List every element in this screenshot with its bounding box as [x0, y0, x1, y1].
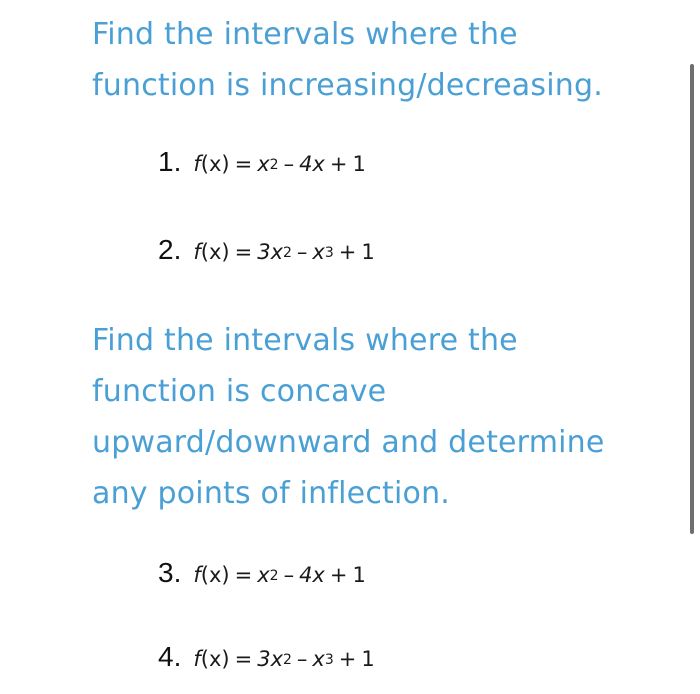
- term-1: 3x: [257, 240, 283, 264]
- function-formula: f (x) = x $^2$ – 4x + 1: [193, 563, 366, 587]
- operator-1: –: [296, 647, 308, 671]
- vertical-scrollbar[interactable]: [690, 64, 694, 534]
- term-3: 1: [361, 647, 375, 671]
- section-2-heading: [92, 315, 605, 519]
- heading-line: any points of inflection.: [92, 476, 451, 511]
- problem-number: 1.: [158, 146, 182, 177]
- term-2: x: [312, 240, 325, 264]
- operator-1: –: [296, 240, 308, 264]
- heading-line: function is concave: [92, 374, 387, 409]
- function-name: f: [193, 240, 201, 264]
- term-1: x: [257, 152, 270, 176]
- section-1-heading: [92, 9, 603, 111]
- function-formula: f (x) = 3x $^2$ – x $^3$ + 1: [193, 240, 375, 264]
- heading-line: upward/downward and determine: [92, 425, 605, 460]
- operator-1: –: [283, 152, 295, 176]
- function-argument: (x): [200, 152, 230, 176]
- operator-2: +: [329, 152, 348, 176]
- equals-sign: =: [234, 240, 253, 264]
- term-2: x: [312, 647, 325, 671]
- term-2: 4x: [299, 152, 325, 176]
- equals-sign: =: [234, 647, 253, 671]
- function-argument: (x): [200, 563, 230, 587]
- equals-sign: =: [234, 152, 253, 176]
- problem-3: [158, 557, 366, 597]
- heading-line: function is increasing/decreasing.: [92, 68, 603, 103]
- function-argument: (x): [200, 647, 230, 671]
- problem-4: [158, 641, 375, 681]
- term-3: 1: [352, 152, 366, 176]
- term-2: 4x: [299, 563, 325, 587]
- function-formula: f (x) = x $^2$ – 4x + 1: [193, 152, 366, 176]
- problem-number: 3.: [158, 557, 182, 588]
- heading-line: Find the intervals where the: [92, 323, 518, 358]
- problem-number: 4.: [158, 641, 182, 672]
- problem-number: 2.: [158, 234, 182, 265]
- operator-2: +: [338, 240, 357, 264]
- function-name: f: [193, 563, 201, 587]
- problem-1: [158, 146, 366, 186]
- term-3: 1: [361, 240, 375, 264]
- heading-line: Find the intervals where the: [92, 17, 518, 52]
- term-3: 1: [352, 563, 366, 587]
- operator-2: +: [329, 563, 348, 587]
- operator-1: –: [283, 563, 295, 587]
- function-name: f: [193, 152, 201, 176]
- term-1: 3x: [257, 647, 283, 671]
- term-1: x: [257, 563, 270, 587]
- function-argument: (x): [200, 240, 230, 264]
- equals-sign: =: [234, 563, 253, 587]
- function-name: f: [193, 647, 201, 671]
- operator-2: +: [338, 647, 357, 671]
- function-formula: f (x) = 3x $^2$ – x $^3$ + 1: [193, 647, 375, 671]
- problem-2: [158, 234, 375, 274]
